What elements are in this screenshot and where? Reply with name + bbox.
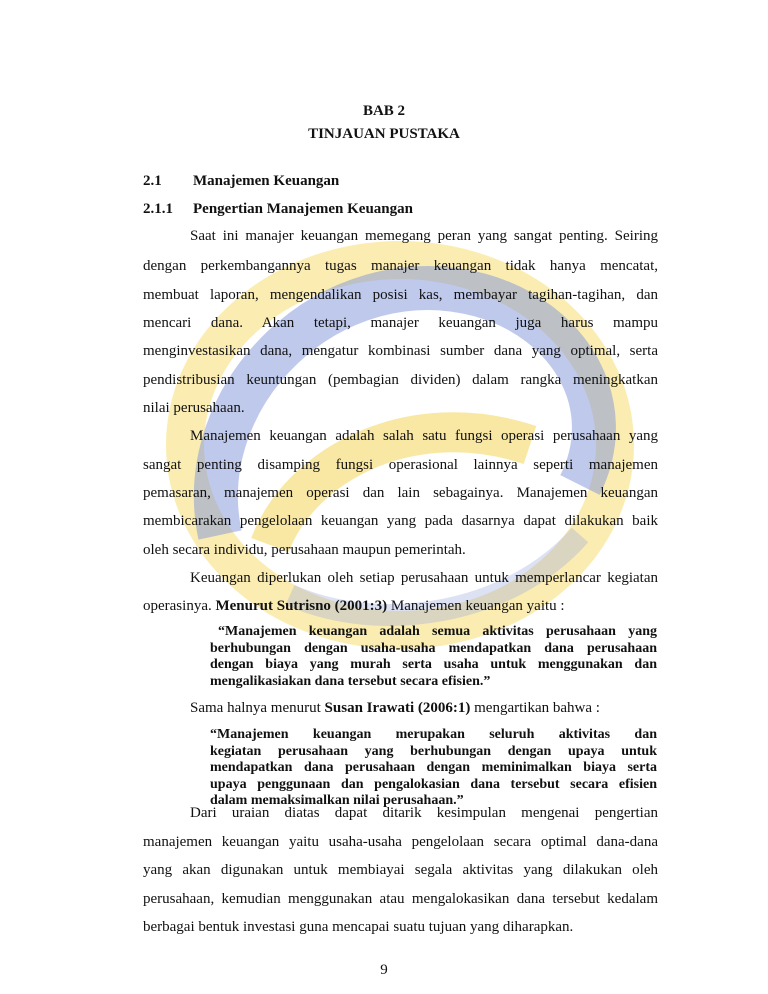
paragraph-line: manajemen keuangan yaitu usaha-usaha pengelolaan secara optimal dana-dana	[143, 834, 658, 850]
quote-line: upaya penggunaan dan pengalokasian dana tersebut secara efisien	[210, 776, 657, 792]
quote-line: berhubungan dengan usaha-usaha mendapatkan dana perusahaan	[210, 640, 657, 656]
quote-line: “Manajemen keuangan merupakan seluruh aktivitas dan	[210, 727, 657, 742]
quote-line: kegiatan perusahaan yang berhubungan dengan upaya untuk	[210, 743, 657, 759]
paragraph-line: Dari uraian diatas dapat ditarik kesimpulan mengenai pengertian	[190, 805, 658, 821]
quote-line: mendapatkan dana perusahaan dengan meminimalkan biaya serta	[210, 760, 657, 775]
quote-line: “Manajemen keuangan adalah semua aktivitas perusahaan yang	[218, 624, 657, 639]
paragraph-line: mencari dana. Akan tetapi, manajer keuangan juga harus mampu	[143, 315, 658, 331]
block-quote	[210, 624, 657, 690]
paragraph-line: operasinya. Menurut Sutrisno (2001:3) Manajemen keuangan yaitu :	[143, 598, 565, 614]
paragraph-line: Saat ini manajer keuangan memegang peran yang sangat penting. Seiring	[190, 228, 658, 244]
paragraph-line: membuat laporan, mengendalikan posisi kas, membayar tagihan-tagihan, dan	[143, 287, 658, 303]
page-number: 9	[380, 962, 388, 978]
block-quote	[210, 727, 657, 810]
paragraph-line: Manajemen keuangan adalah salah satu fungsi operasi perusahaan yang	[190, 428, 658, 444]
quote-line: mengalikasiakan dana tersebut secara efisien.”	[210, 673, 491, 689]
paragraph-line: Sama halnya menurut Susan Irawati (2006:1) mengartikan bahwa :	[190, 700, 600, 716]
paragraph-line: oleh secara individu, perusahaan maupun pemerintah.	[143, 542, 466, 558]
chapter-number: BAB 2	[362, 103, 406, 119]
subsection-number: 2.1.1	[143, 201, 173, 217]
paragraph-line: sangat penting disamping fungsi operasional lainnya seperti manajemen	[143, 457, 658, 473]
section-number: 2.1	[143, 173, 162, 189]
chapter-title: TINJAUAN PUSTAKA	[308, 126, 460, 142]
paragraph-line: perusahaan, kemudian menggunakan atau mengalokasikan dana tersebut kedalam	[143, 891, 658, 907]
paragraph-line: berbagai bentuk investasi guna mencapai suatu tujuan yang diharapkan.	[143, 919, 574, 935]
quote-line: dalam memaksimalkan nilai perusahaan.”	[210, 793, 464, 808]
paragraph-line: membicarakan pengelolaan keuangan yang pada dasarnya dapat dilakukan baik	[143, 513, 658, 529]
paragraph-line: Keuangan diperlukan oleh setiap perusahaan untuk memperlancar kegiatan	[190, 570, 658, 586]
paragraph-line: menginvestasikan dana, mengatur kombinasi sumber dana yang optimal, serta	[143, 343, 658, 359]
paragraph-line: nilai perusahaan.	[143, 400, 245, 416]
paragraph-line: yang akan digunakan untuk membiayai segala aktivitas yang dilakukan oleh	[143, 862, 658, 878]
subsection-title: Pengertian Manajemen Keuangan	[193, 201, 413, 217]
paragraph-line: pemasaran, manajemen operasi dan lain sebagainya. Manajemen keuangan	[143, 485, 658, 501]
citation-source: Menurut Sutrisno (2001:3)	[215, 598, 388, 614]
paragraph-line: pendistribusian keuntungan (pembagian dividen) dalam rangka meningkatkan	[143, 372, 658, 388]
paragraph-line: dengan perkembangannya tugas manajer keuangan tidak hanya mencatat,	[143, 258, 658, 274]
quote-line: dengan biaya yang murah serta usaha untuk menggunakan dan	[210, 657, 657, 672]
section-title: Manajemen Keuangan	[193, 173, 340, 189]
citation-source: Susan Irawati (2006:1)	[324, 700, 471, 716]
